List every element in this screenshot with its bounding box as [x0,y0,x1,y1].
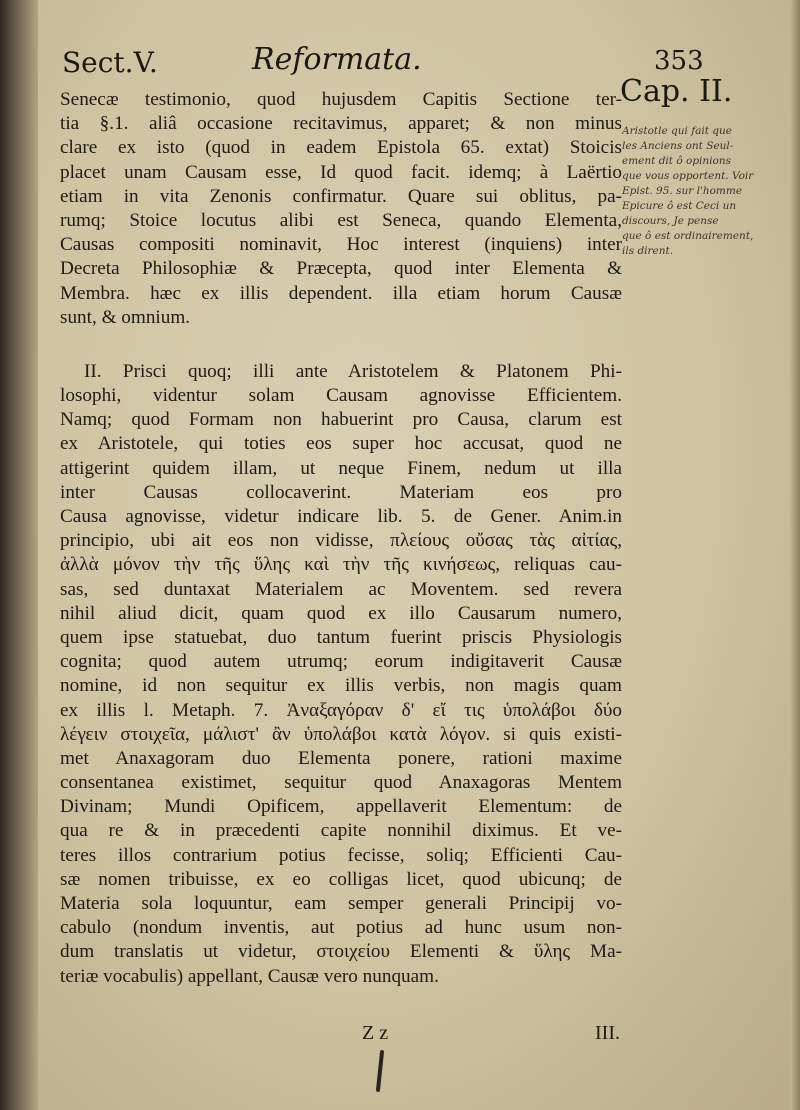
text-line: attigerint quidem illam, ut neque Finem, nedum ut illa [60,457,622,479]
text-line: nomine, id non sequitur ex illis verbis, non magis quam [60,675,622,697]
signature-mark: Z z [362,1022,389,1044]
text-line: dum translatis ut videtur, στοιχείου Elementi & ὕλης Ma- [60,941,622,963]
body-text [60,88,622,989]
binding-gutter [0,0,38,1110]
text-line: λέγειν στοιχεῖα, μάλιστ' ἂν ὑπολάβοι κατὰ λόγον. si quis existi- [60,723,622,745]
text-line: principio, ubi ait eos non vidisse, πλείους οὔσας τὰς αἰτίας, [60,530,622,552]
text-line: ex Aristotele, qui toties eos super hoc accusat, quod ne [60,433,622,455]
text-line: inter Causas collocaverint. Materiam eos pro [60,481,622,503]
page-footer [60,1022,622,1052]
running-title: Reformata. [252,42,422,77]
chapter-label: Cap. II. [620,74,733,109]
marginal-note-line: Epist. 95. sur l'homme [622,185,743,197]
marginal-note-line: discours, Je pense [622,215,719,227]
text-line: Causa agnovisse, videtur indicare lib. 5. de Gener. Anim.in [60,506,622,527]
text-line: qua re & in præcedenti capite nonnihil diximus. Et ve- [60,820,622,842]
text-line: sas, sed duntaxat Materialem ac Moventem. sed revera [60,578,622,600]
marginal-note-line: que ô est ordinairement, [622,230,754,242]
text-line: consentanea existimet, sequitur quod Anaxagoras Mentem [60,772,622,794]
text-line: Decreta Philosophiæ & Præcepta, quod inter Elementa & [60,258,622,280]
handwritten-marginalia [622,124,794,259]
paragraph-start: II. Prisci quoq; illi ante Aristotelem & Platonem Phi- [84,360,622,382]
text-line: cognita; quod autem utrumq; eorum indigitaverit Causæ [60,651,622,673]
text-line: teres illos contrarium potius fecisse, soliq; Efficienti Cau- [60,844,622,866]
marginal-note-line: ils dirent. [622,245,674,257]
text-line: tia §.1. aliâ occasione recitavimus, apparet; & non minus [60,113,622,135]
text-line: Materia sola loquuntur, eam semper generali Principij vo- [60,893,622,914]
text-line: clare ex isto (quod in eadem Epistola 65. extat) Stoicis [60,137,622,159]
text-line: placet unam Causam esse, Id quod facit. idemq; à Laërtio [60,161,622,183]
marginal-note-line: ement dit ô opinions [622,155,731,167]
text-line: Namq; quod Formam non habuerint pro Causa, clarum est [60,409,622,431]
text-line: teriæ vocabulis) appellant, Causæ vero nunquam. [60,965,439,987]
text-line: ἀλλὰ μόνον τὴν τῆς ὕλης καὶ τὴν τῆς κινήσεως, reliquas cau- [60,554,622,576]
text-line: met Anaxagoram duo Elementa ponere, rationi maxime [60,747,622,769]
text-line: etiam in vita Zenonis confirmatur. Quare sui oblitus, pa- [60,185,622,207]
text-line: rumq; Stoice locutus alibi est Seneca, quando Elementa, [60,209,622,231]
marginal-note-line: Epicure ô est Ceci un [622,200,737,212]
text-line: Causas compositi nominavit, Hoc interest (inquiens) inter [60,234,622,256]
text-line: ex illis l. Metaph. 7. Ἀναξαγόραν δ' εἴ τις ὑπολάβοι δύο [60,699,622,721]
page-number: 353 [654,46,704,76]
marginal-note-line: Aristotle qui fait que [622,125,732,137]
ink-stroke [376,1050,384,1092]
text-line: nihil aliud dicit, quam quod ex illo Causarum numero, [60,602,622,624]
text-line: Senecæ testimonio, quod hujusdem Capitis Sectione ter- [60,89,622,110]
marginal-note-line: que vous opportent. Voir [622,170,754,182]
text-line: sæ nomen tribuisse, ex eo colligas licet, quod ubicunq; de [60,868,622,890]
section-label: Sect.V. [62,46,158,79]
marginal-note-line: les Anciens ont Seul- [622,140,734,152]
text-line: Membra. hæc ex illis dependent. illa etiam horum Causæ [60,282,622,304]
catchword: III. [595,1022,620,1044]
text-line: losophi, videntur solam Causam agnovisse Efficientem. [60,385,622,407]
text-line: Divinam; Mundi Opificem, appellaverit Elementum: de [60,796,622,818]
text-line: cabulo (nondum inventis, aut potius ad hunc usum non- [60,917,622,939]
text-line: sunt, & omnium. [60,306,191,328]
running-header [62,40,704,90]
text-line: quem ipse statuebat, duo tantum fuerint priscis Physiologis [60,626,622,648]
